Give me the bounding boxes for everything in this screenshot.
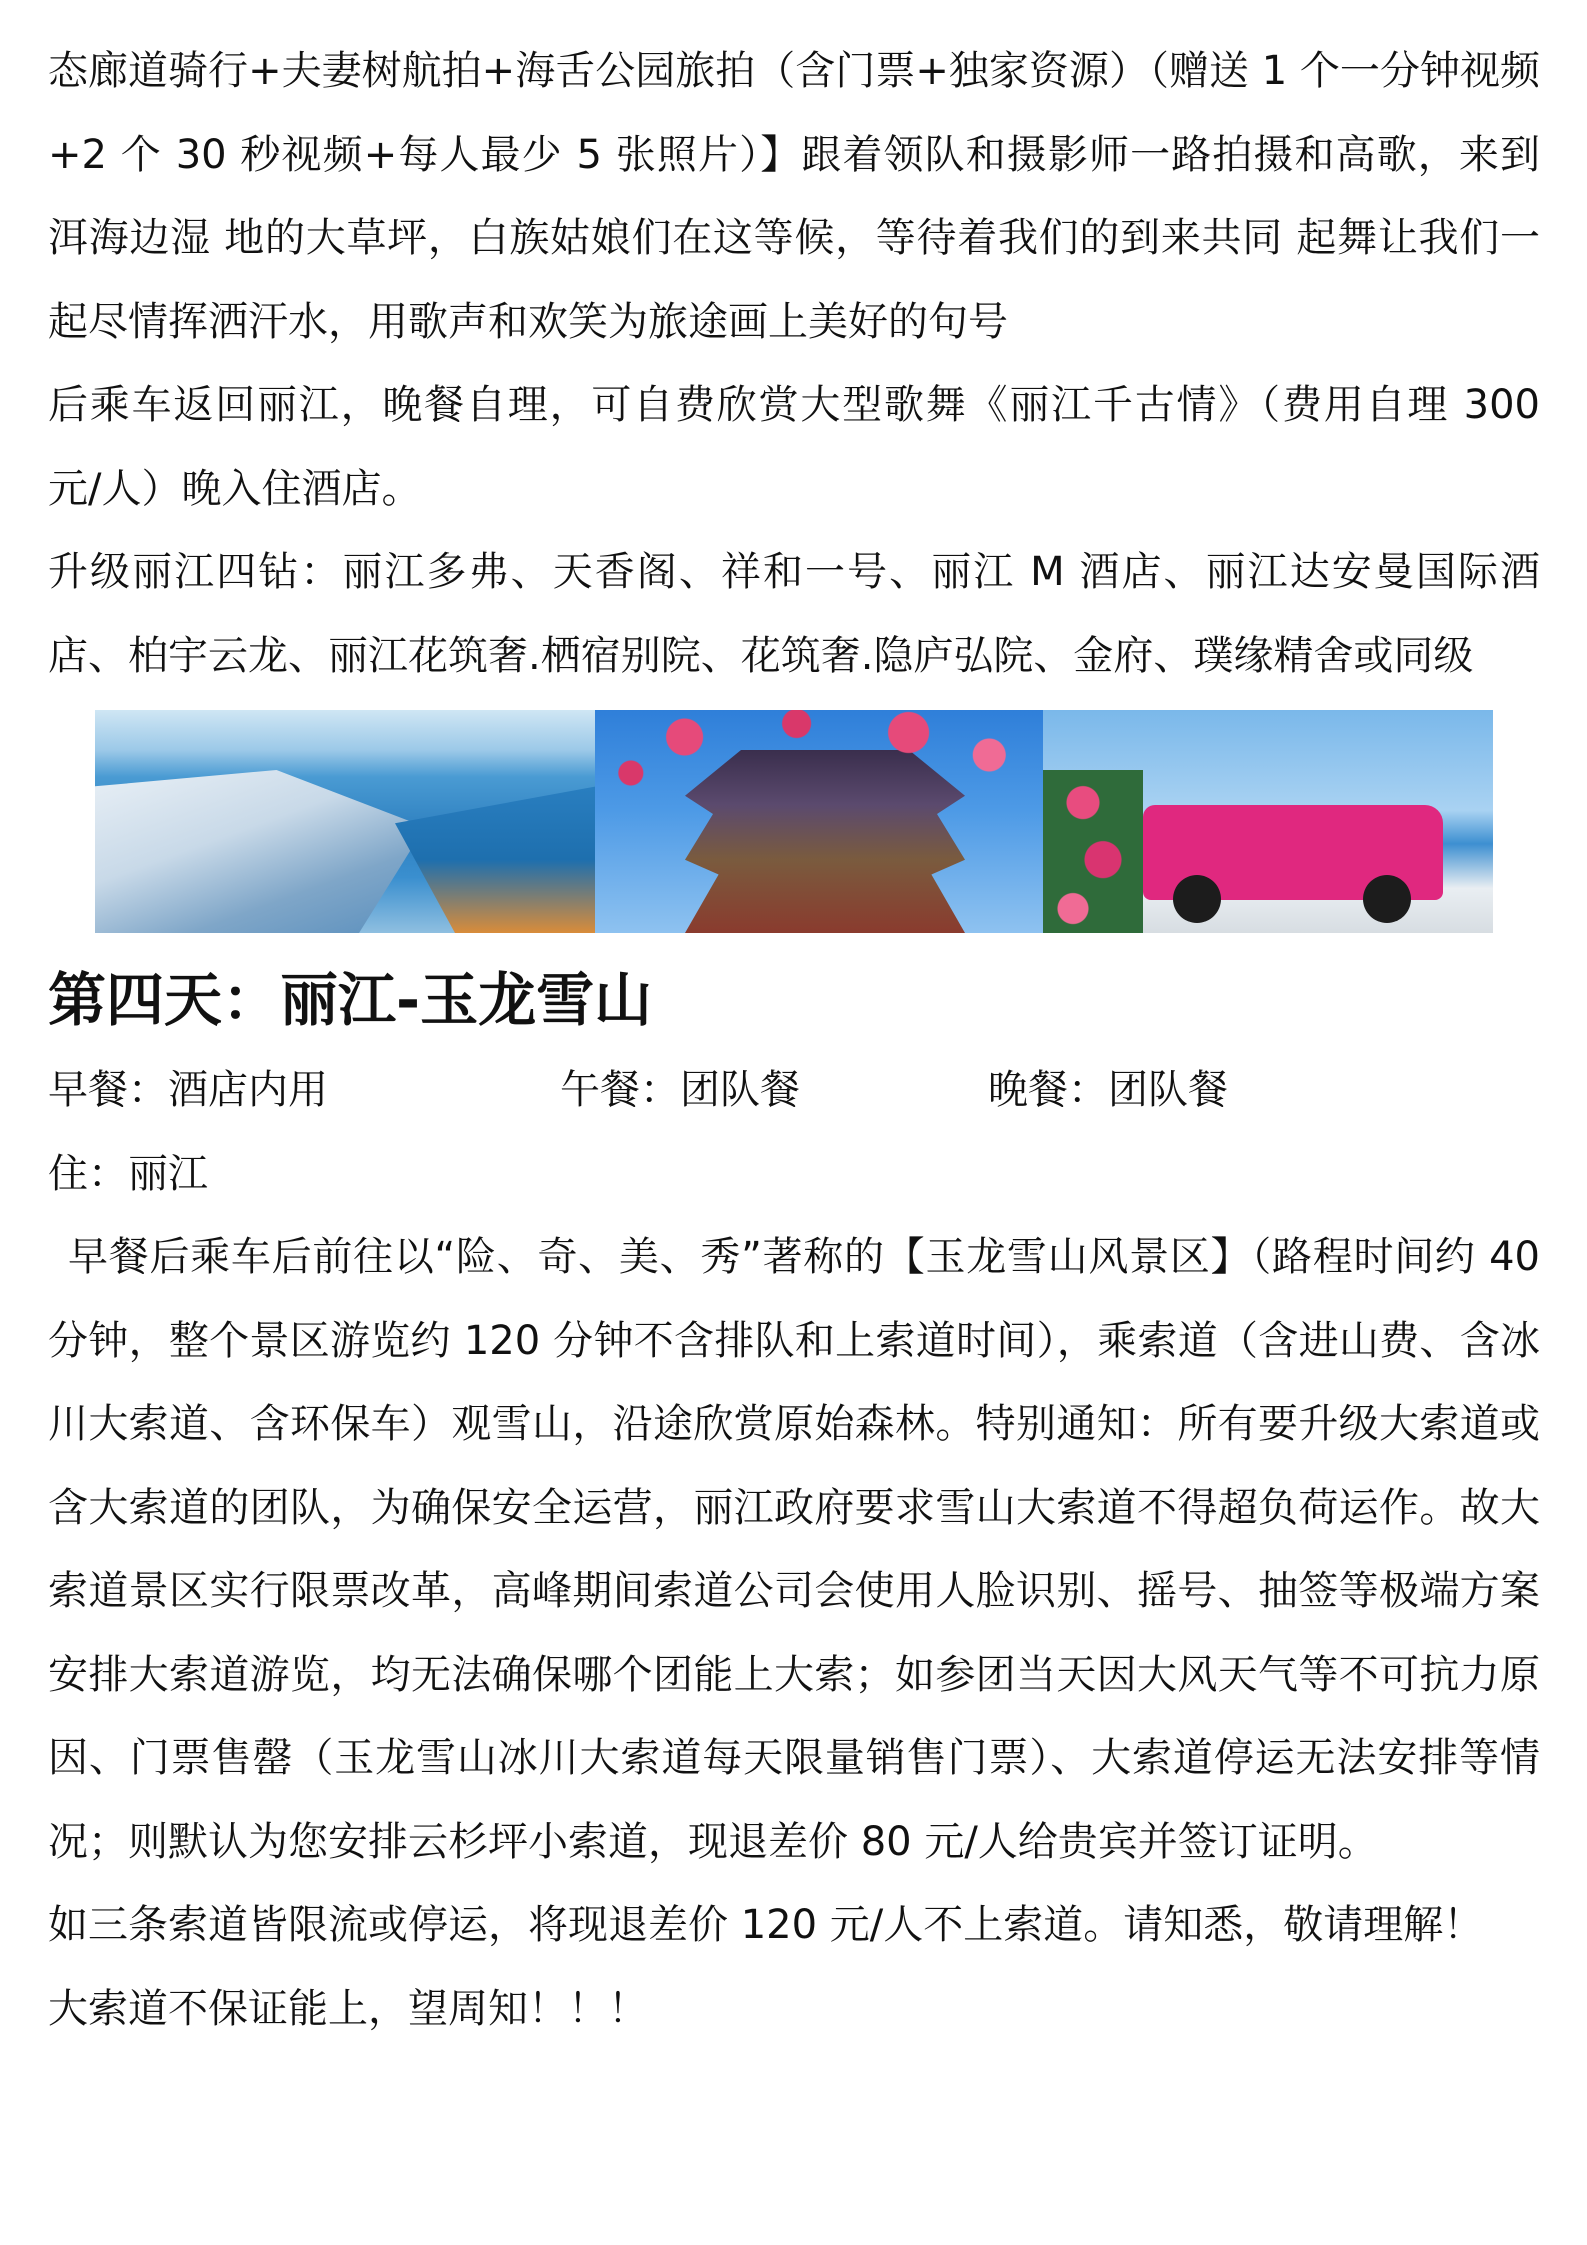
stay-info: 住：丽江 bbox=[48, 1150, 208, 1197]
intro-paragraph-hotels: 升级丽江四钻：丽江多弗、天香阁、祥和一号、丽江 M 酒店、丽江达安曼国际酒店、柏宇云龙、丽江花筑奢.栖宿别院、花筑奢.隐庐弘院、金府、璞缘精舍或同级 bbox=[48, 549, 1540, 679]
day4-paragraph-notice: 大索道不保证能上，望周知！！！ bbox=[48, 1985, 648, 2032]
day4-heading: 第四天：丽江-玉龙雪山 bbox=[48, 966, 653, 1034]
pink-jeep-photo bbox=[1043, 710, 1493, 933]
day4-paragraph-refund: 如三条索道皆限流或停运，将现退差价 120 元/人不上索道。请知悉，敬请理解！ bbox=[48, 1902, 1484, 1948]
intro-paragraph-activity: 态廊道骑行+夫妻树航拍+海舌公园旅拍（含门票+独家资源）（赠送 1 个一分钟视频+2 个 30 秒视频+每人最少 5 张照片）】跟着领队和摄影师一路拍摄和高歌，来到洱海边湿 地的大草坪，白族姑娘们在这等候，等待着我们的到来共同 起舞让我们一起尽情挥洒汗水，用歌声和欢笑为旅途画上美好的句号 bbox=[48, 48, 1540, 345]
erhai-village-photo bbox=[95, 710, 595, 933]
dinner-info: 晚餐：团队餐 bbox=[988, 1067, 1228, 1113]
day4-paragraph-itinerary: 早餐后乘车后前往以“险、奇、美、秀”著称的【玉龙雪山风景区】（路程时间约 40 分钟，整个景区游览约 120 分钟不含排队和上索道时间），乘索道（含进山费、含冰川大索道、含环保车）观雪山，沿途欣赏原始森林。特别通知：所有要升级大索道或含大索道的团队，为确保安全运营，丽江政府要求雪山大索道不得超负荷运作。故大索道景区实行限票改革，高峰期间索道公司会使用人脸识别、摇号、抽签等极端方案安排大索道游览，均无法确保哪个团能上大索；如参团当天因大风天气等不可抗力原因、门票售罄（玉龙雪山冰川大索道每天限量销售门票）、大索道停运无法安排等情况；则默认为您安排云杉坪小索道，现退差价 80 元/人给贵宾并签订证明。 bbox=[48, 1234, 1540, 1865]
lunch-info: 午餐：团队餐 bbox=[560, 1067, 800, 1113]
photo-strip bbox=[95, 710, 1493, 933]
intro-paragraph-return: 后乘车返回丽江，晚餐自理，可自费欣赏大型歌舞《丽江千古情》（费用自理 300 元/人）晚入住酒店。 bbox=[48, 382, 1540, 512]
breakfast-info: 早餐：酒店内用 bbox=[48, 1067, 328, 1113]
document-page bbox=[48, 30, 1540, 2051]
meal-info-row bbox=[48, 1049, 1540, 1133]
dali-tower-photo bbox=[595, 710, 1043, 933]
